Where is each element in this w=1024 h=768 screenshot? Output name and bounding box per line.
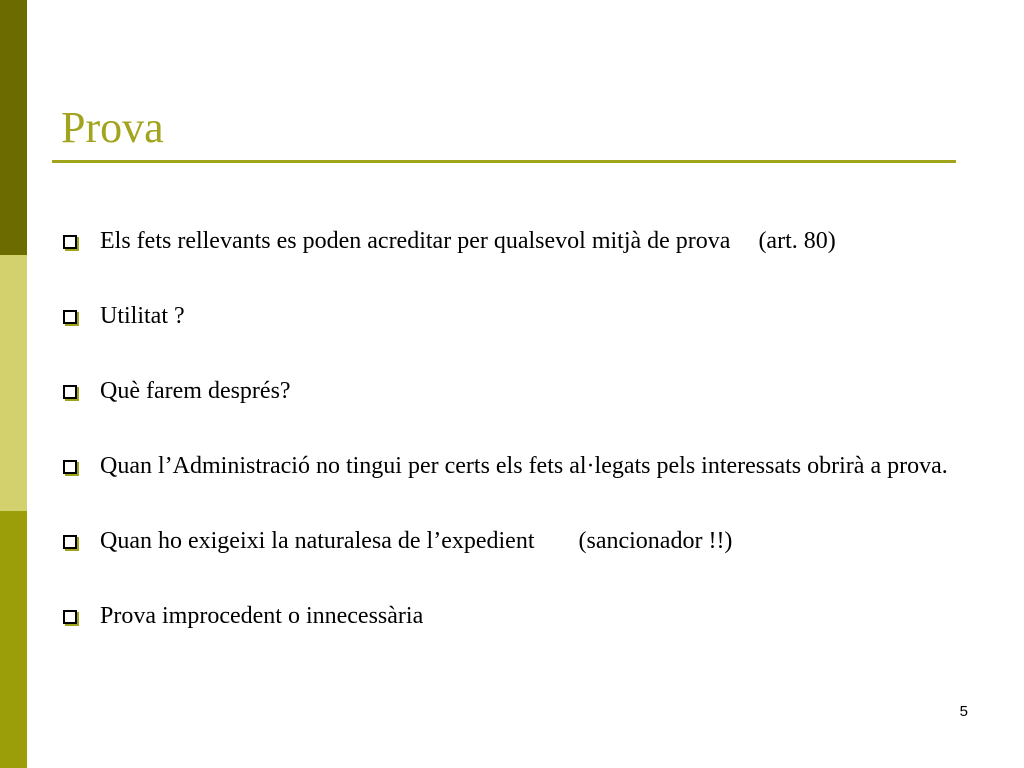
slide-title: Prova [61, 103, 164, 152]
side-bar-middle [0, 255, 27, 511]
bullet-list [61, 226, 961, 676]
bullet-aside: (sancionador !!) [578, 528, 733, 554]
bullet-aside: (art. 80) [758, 228, 836, 254]
bullet-text: Prova improcedent o innecessària [100, 603, 424, 629]
bullet-item [61, 451, 961, 481]
bullet-text: Quan ho exigeixi la naturalesa de l’expedient [100, 528, 535, 554]
side-bar-bottom [0, 511, 27, 768]
bullet-item [61, 376, 961, 406]
bullet-text: Què farem després? [100, 378, 291, 404]
bullet-text: Utilitat ? [100, 303, 185, 329]
bullet-text: Quan l’Administració no tingui per certs els fets al·legats pels interessats obrirà a prova. [100, 453, 948, 479]
bullet-item [61, 601, 961, 631]
bullet-item [61, 526, 961, 556]
square-bullet-icon [63, 460, 77, 474]
bullet-item [61, 226, 961, 256]
bullet-text: Els fets rellevants es poden acreditar per qualsevol mitjà de prova [100, 228, 731, 254]
page-number: 5 [959, 703, 968, 720]
bullet-item [61, 301, 961, 331]
square-bullet-icon [63, 235, 77, 249]
square-bullet-icon [63, 385, 77, 399]
square-bullet-icon [63, 310, 77, 324]
square-bullet-icon [63, 610, 77, 624]
side-bar-top [0, 0, 27, 255]
title-underline [52, 160, 956, 163]
square-bullet-icon [63, 535, 77, 549]
